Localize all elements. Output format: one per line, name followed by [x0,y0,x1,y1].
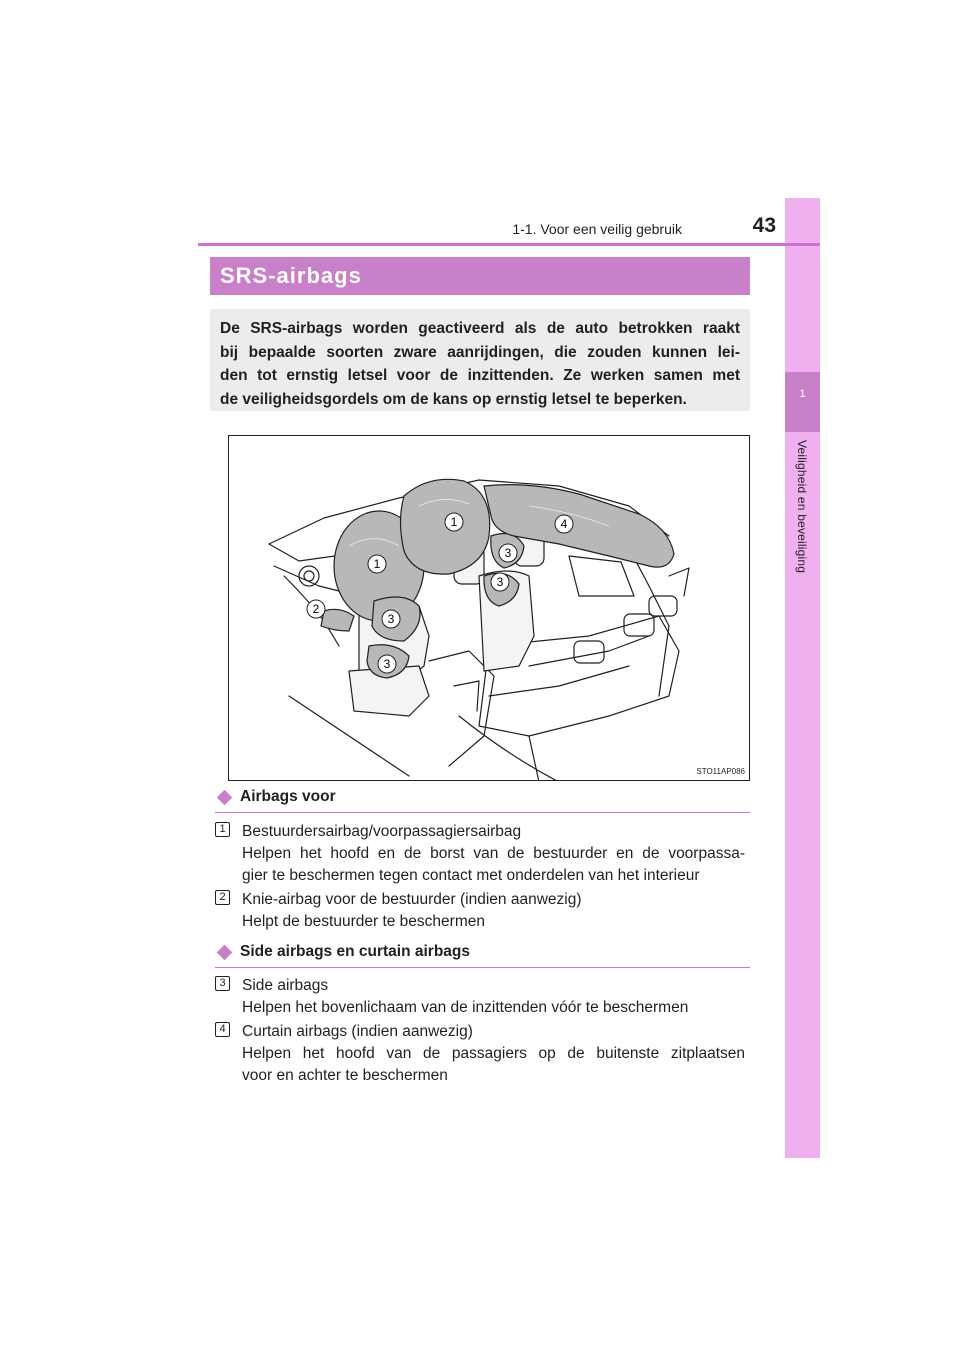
callout-1-passenger [445,513,463,531]
intro-line: bij bepaalde soorten zware aanrijdingen, die zouden kunnen lei- [220,343,740,361]
airbag-illustration [228,435,750,781]
page-title: SRS-airbags [220,263,362,288]
item-line: Bestuurdersairbag/voorpassagiersairbag [242,823,522,840]
page-number: 43 [752,214,776,237]
item-line: Helpen het bovenlichaam van de inzittenden vóór te beschermen [242,999,689,1016]
figure-code: STO11AP086 [696,767,745,776]
chapter-number: 1 [799,388,806,400]
callout-3-side [491,573,509,591]
list-item [215,1021,750,1087]
item-line: Helpt de bestuurder te beschermen [242,913,485,930]
diamond-bullet-icon [217,945,233,961]
callout-4-curtain [555,515,573,533]
callout-2-knee [307,600,325,618]
section-heading-side-curtain-airbags [215,943,750,968]
intro-line: de veiligheidsgordels om de kans op ernstig letsel te beperken. [220,390,687,408]
item-number-badge: 3 [215,976,230,991]
item-body [242,821,745,887]
chapter-title: Veiligheid en beveiliging [795,440,809,574]
svg-text:2: 2 [312,602,320,616]
svg-text:1: 1 [373,557,381,571]
callout-3-side [382,610,400,628]
intro-line: De SRS-airbags worden geactiveerd als de auto betrokken raakt [220,320,740,337]
callout-3-side [378,655,396,673]
list-item [215,889,750,933]
callout-1-driver [368,555,386,573]
svg-text:3: 3 [496,575,504,589]
section-heading-front-airbags [215,788,750,813]
svg-text:4: 4 [560,517,568,531]
diamond-bullet-icon [217,790,233,806]
callout-3-side [499,544,517,562]
item-line: Knie-airbag voor de bestuurder (indien aanwezig) [242,891,582,908]
item-number-badge: 1 [215,822,230,837]
item-body [242,975,745,1019]
item-number-badge: 2 [215,890,230,905]
svg-text:3: 3 [387,612,395,626]
item-line: Helpen het hoofd van de passagiers op de buitenste zitplaatsen [242,1045,745,1062]
item-line: Curtain airbags (indien aanwezig) [242,1023,473,1040]
car-interior-drawing [229,436,750,781]
item-line: voor en achter te beschermen [242,1067,448,1084]
chapter-marker [785,372,820,432]
intro-line: den tot ernstig letsel voor de inzittenden. Ze werken samen met [220,367,740,384]
section-heading-label: Side airbags en curtain airbags [240,943,470,960]
svg-text:1: 1 [450,515,458,529]
svg-text:3: 3 [383,657,391,671]
svg-text:3: 3 [504,546,512,560]
item-line: gier te beschermen tegen contact met onderdelen van het interieur [242,867,700,884]
page-title-bar [210,257,750,295]
intro-box [210,309,750,411]
section-heading-label: Airbags voor [240,788,336,805]
item-line: Helpen het hoofd en de borst van de bestuurder en de voorpassa- [242,845,745,862]
item-line: Side airbags [242,977,329,994]
header-rule [198,243,820,246]
list-item [215,975,750,1019]
item-body [242,889,745,933]
header-section-title: 1-1. Voor een veilig gebruik [512,221,682,237]
chapter-side-tab [785,198,820,1158]
item-body [242,1021,745,1087]
list-item [215,821,750,887]
item-number-badge: 4 [215,1022,230,1037]
